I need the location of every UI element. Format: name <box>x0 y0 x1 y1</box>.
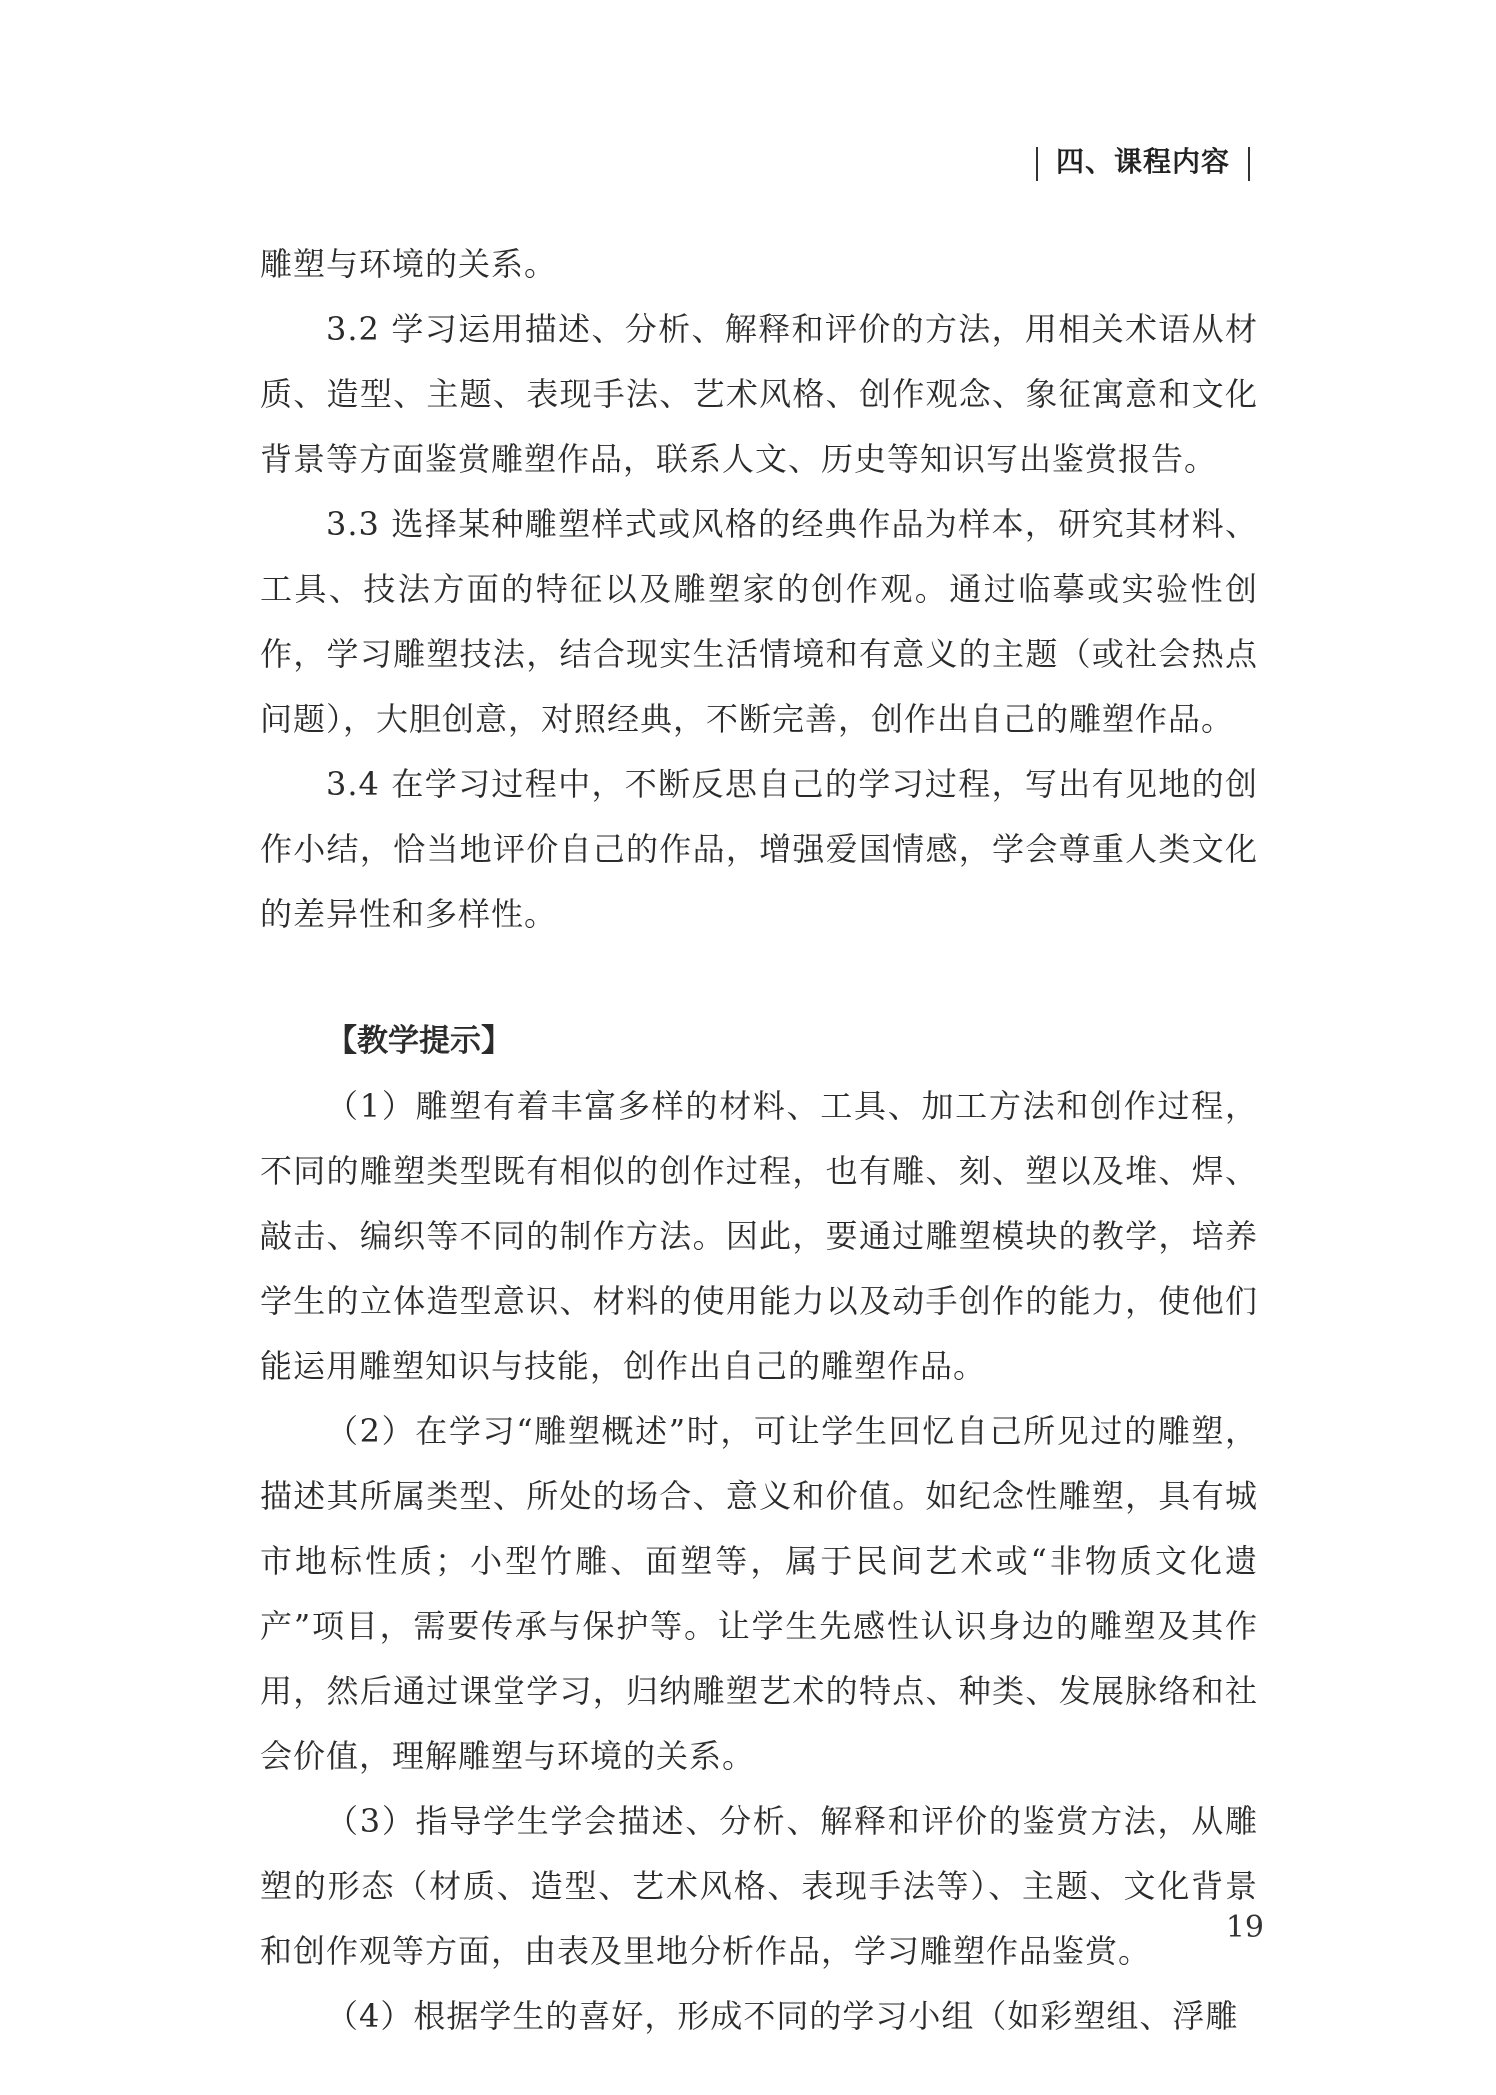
body-text <box>260 232 1258 2049</box>
teaching-tip-4: （4）根据学生的喜好，形成不同的学习小组（如彩塑组、浮雕 <box>326 1997 1239 2035</box>
page-number: 19 <box>1225 1910 1264 1945</box>
paragraph-3-2: 3.2 学习运用描述、分析、解释和评价的方法，用相关术语从材质、造型、主题、表现手法、艺术风格、创作观念、象征寓意和文化背景等方面鉴赏雕塑作品，联系人文、历史等知识写出鉴赏报告。 <box>260 310 1258 478</box>
header-divider-right <box>1248 147 1250 181</box>
header-divider-left <box>1036 147 1038 181</box>
section-title: 四、课程内容 <box>1055 145 1230 178</box>
teaching-tips-heading: 【教学提示】 <box>326 1023 512 1059</box>
paragraph-3-4: 3.4 在学习过程中，不断反思自己的学习过程，写出有见地的创作小结，恰当地评价自己的作品，增强爱国情感，学会尊重人类文化的差异性和多样性。 <box>260 765 1258 933</box>
paragraph-continuation: 雕塑与环境的关系。 <box>260 245 558 283</box>
teaching-tip-3: （3）指导学生学会描述、分析、解释和评价的鉴赏方法，从雕塑的形态（材质、造型、艺术风格、表现手法等）、主题、文化背景和创作观等方面，由表及里地分析作品，学习雕塑作品鉴赏。 <box>260 1802 1258 1970</box>
teaching-tip-1: （1）雕塑有着丰富多样的材料、工具、加工方法和创作过程，不同的雕塑类型既有相似的创作过程，也有雕、刻、塑以及堆、焊、敲击、编织等不同的制作方法。因此，要通过雕塑模块的教学，培养学生的立体造型意识、材料的使用能力以及动手创作的能力，使他们能运用雕塑知识与技能，创作出自己的雕塑作品。 <box>260 1087 1258 1385</box>
running-head <box>1018 140 1268 181</box>
paragraph-3-3: 3.3 选择某种雕塑样式或风格的经典作品为样本，研究其材料、工具、技法方面的特征以及雕塑家的创作观。通过临摹或实验性创作，学习雕塑技法，结合现实生活情境和有意义的主题（或社会热点问题），大胆创意，对照经典，不断完善，创作出自己的雕塑作品。 <box>260 505 1258 738</box>
teaching-tip-2: （2）在学习“雕塑概述”时，可让学生回忆自己所见过的雕塑，描述其所属类型、所处的场合、意义和价值。如纪念性雕塑，具有城市地标性质；小型竹雕、面塑等，属于民间艺术或“非物质文化遗产”项目，需要传承与保护等。让学生先感性认识身边的雕塑及其作用，然后通过课堂学习，归纳雕塑艺术的特点、种类、发展脉络和社会价值，理解雕塑与环境的关系。 <box>260 1412 1258 1775</box>
